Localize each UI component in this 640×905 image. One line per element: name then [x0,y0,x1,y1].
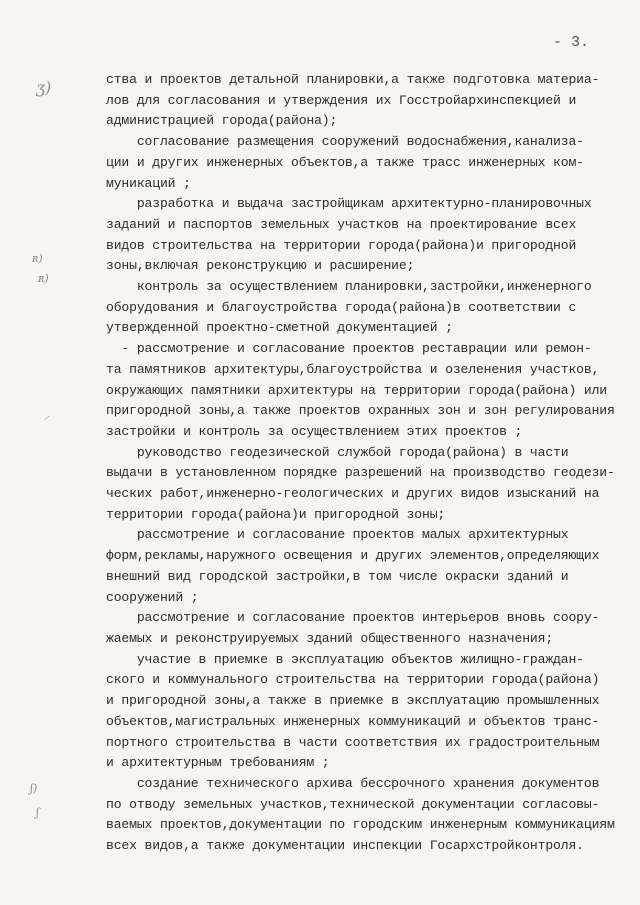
text-line: та памятников архитектуры,благоустройства и озеленения участков, [106,361,600,377]
paragraph [106,70,626,132]
text-line: пригородной зоны,а также проектов охранных зон и зон регулирования [106,403,615,419]
paragraph [106,443,626,526]
text-line: контроль за осуществлением планировки,застройки,инженерного [106,279,592,295]
margin-mark: ʃ [36,806,39,819]
page-number: - 3. [553,34,590,51]
text-line: ваемых проектов,документации по городским инженерным коммуникациям [106,817,615,833]
text-line: лов для согласования и утверждения их Госстройархинспекцией и [106,92,577,108]
text-line: застройки и контроль за осуществлением этих проектов ; [106,423,523,439]
text-line: жаемых и реконструируемых зданий общественного назначения; [106,630,554,646]
margin-mark: ʃ) [30,782,38,795]
margin-mark: ʒ) [36,78,52,97]
margin-mark: ʀ) [32,252,43,265]
text-line: ческих работ,инженерно-геологических и других видов изысканий на [106,486,600,502]
text-line: зоны,включая реконструкцию и расширение; [106,258,415,274]
text-line: - рассмотрение и согласование проектов реставрации или ремон- [106,341,592,357]
text-line: объектов,магистральных инженерных коммуникаций и объектов транс- [106,713,600,729]
margin-mark: ⸝ [44,409,50,422]
text-line: администрацией города(района); [106,113,338,129]
paragraph [106,608,626,649]
paragraph [106,132,626,194]
text-line: сооружений ; [106,589,199,605]
text-line: и архитектурным требованиям ; [106,755,330,771]
text-line: рассмотрение и согласование проектов малых архитектурных [106,527,569,543]
text-line: окружающих памятники архитектуры на территории города(района) или [106,382,607,398]
paragraph [106,194,626,277]
text-line: согласование размещения сооружений водоснабжения,канализа- [106,134,584,150]
text-line: портного строительства в части соответствия их градостроительным [106,734,600,750]
text-line: муникаций ; [106,175,191,191]
text-line: внешний вид городской застройки,в том числе окраски зданий и [106,568,569,584]
text-line: территории города(района)и пригородной зоны; [106,506,446,522]
text-line: форм,рекламы,наружного освещения и других элементов,определяющих [106,548,600,564]
text-line: создание технического архива бессрочного хранения документов [106,775,600,791]
text-line: выдачи в установленном порядке разрешений на производство геодези- [106,465,615,481]
text-line: разработка и выдача застройщикам архитектурно-планировочных [106,196,592,212]
text-line: рассмотрение и согласование проектов интерьеров вновь соору- [106,610,600,626]
paragraph [106,525,626,608]
text-line: участие в приемке в эксплуатацию объектов жилищно-граждан- [106,651,584,667]
paragraph [106,650,626,774]
text-line: утвержденной проектно-сметной документацией ; [106,320,453,336]
text-line: ции и других инженерных объектов,а также трасс инженерных ком- [106,154,584,170]
text-line: видов строительства на территории города(района)и пригородной [106,237,577,253]
paragraph [106,339,626,443]
text-line: ского и коммунального строительства на территории города(района) [106,672,600,688]
text-line: заданий и паспортов земельных участков на проектирование всех [106,216,577,232]
text-line: по отводу земельных участков,технической документации согласовы- [106,796,600,812]
text-line: руководство геодезической службой города(района) в части [106,444,569,460]
text-line: всех видов,а также документации инспекции Госархстройконтроля. [106,838,584,854]
text-line: оборудования и благоустройства города(района)в соответствии с [106,299,577,315]
paragraph [106,774,626,857]
body-text [106,70,626,857]
paragraph [106,277,626,339]
text-line: ства и проектов детальной планировки,а также подготовка материа- [106,72,600,87]
text-line: и пригородной зоны,а также в приемке в эксплуатацию промышленных [106,693,600,709]
margin-mark: ʀ) [38,272,49,285]
